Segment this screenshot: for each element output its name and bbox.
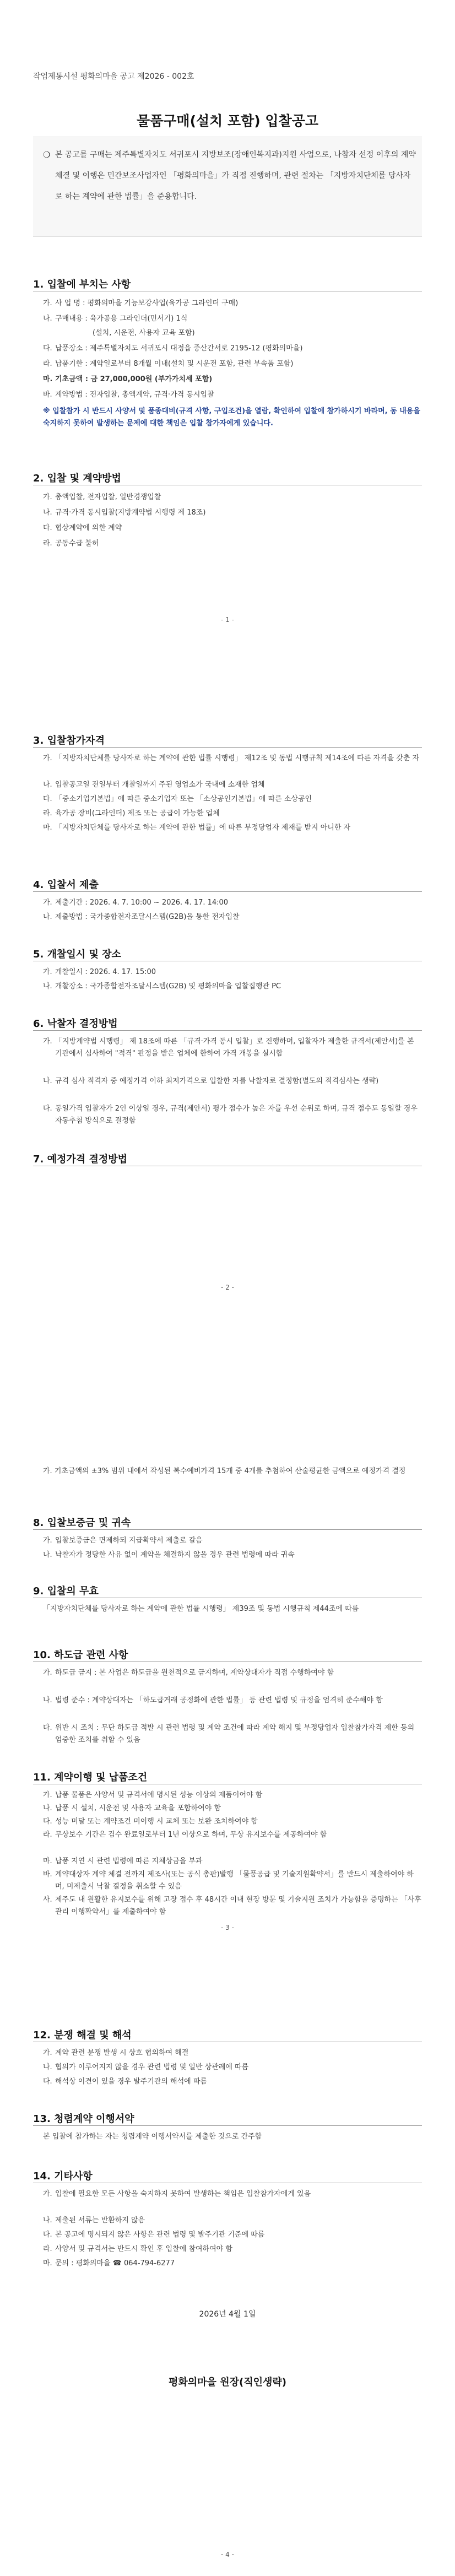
section-3-heading: 3. 입찰참가자격 <box>33 735 105 746</box>
list-item: 가. 제출기간 : 2026. 4. 7. 10:00 ~ 2026. 4. 17. 14:00 <box>43 899 229 907</box>
section-5-heading: 5. 개찰일시 및 장소 <box>33 949 121 960</box>
list-item: 마. 납품 지연 시 관련 법령에 따른 지체상금을 부과 <box>43 1857 203 1865</box>
notice-text: ※ 입찰참가 시 반드시 사양서 및 품종대비(규격 사항, 구입조건)을 열람, 확인하여 입찰에 참가하시기 바라며, 동 내용을 숙지하지 못하여 발생하는 문제에 대한 책임은 입찰 참가자에게 있습니다. <box>43 407 420 427</box>
issuer-signature: 평화의마을 원장(직인생략) <box>169 2377 286 2388</box>
list-item: 가. 하도급 금지 : 본 사업은 하도급을 원천적으로 금지하며, 계약상대자가 직접 수행하여야 함 <box>43 1669 334 1677</box>
circle-bullet-icon: ❍ <box>43 150 51 160</box>
list-item: 나. 제출방법 : 국가종합전자조달시스템(G2B)을 통한 전자입찰 <box>43 913 240 921</box>
list-item: 나. 입찰공고일 전일부터 개찰일까지 주된 영업소가 국내에 소재한 업체 <box>43 781 265 789</box>
list-item: 바. 계약방법 : 전자입찰, 총액계약, 규격·가격 동시입찰 <box>43 391 214 399</box>
divider <box>33 1030 422 1031</box>
list-item: 다. 납품장소 : 제주특별자치도 서귀포시 대정읍 중산간서로 2195-12 (평화의마을) <box>43 344 303 353</box>
section-7-heading: 7. 예정가격 결정방법 <box>33 1154 127 1165</box>
page-number: - 2 - <box>221 1284 234 1291</box>
list-item: 나. 낙찰자가 정당한 사유 없이 계약을 체결하지 않을 경우 관련 법령에 따라 귀속 <box>43 1551 295 1559</box>
list-item: 가. 「지방자치단체를 당사자로 하는 계약에 관한 법률 시행령」 제12조 및 동법 시행규칙 제14조에 따른 자격을 갖춘 자 <box>43 754 420 762</box>
page-number: - 3 - <box>221 1924 234 1931</box>
list-item: 가. 「지방계약법 시행령」 제 18조에 따른 「규격·가격 동시 입찰」로 진행하며, 입찰자가 제출한 규격서(제안서)를 본 기관에서 심사하여 "적격" 판정을 받은 업체에 한하여 가격 개봉을 실시함 <box>43 1037 414 1058</box>
list-item: 다. 「중소기업기본법」에 따른 중소기업자 또는 「소상공인기본법」에 따른 소상공인 <box>43 795 312 803</box>
page-number: - 1 - <box>221 616 234 624</box>
divider <box>33 891 422 892</box>
section-9-heading: 9. 입찰의 무효 <box>33 1585 99 1597</box>
section-10-heading: 10. 하도급 관련 사항 <box>33 1649 128 1661</box>
divider <box>33 2125 422 2126</box>
list-item: 가. 기초금액의 ±3% 범위 내에서 작성된 복수예비가격 15개 중 4개를 추첨하여 산술평균한 금액으로 예정가격 결정 <box>43 1467 406 1475</box>
list-item: 다. 동일가격 입찰자가 2인 이상일 경우, 규격(제안서) 평가 점수가 높은 자를 우선 순위로 하며, 규격 점수도 동일할 경우 자동추첨 방식으로 결정함 <box>43 1105 418 1125</box>
section-14-heading: 14. 기타사항 <box>33 2171 93 2182</box>
list-item: 나. 개찰장소 : 국가종합전자조달시스템(G2B) 및 평화의마을 입찰집행관 PC <box>43 982 281 991</box>
section-12-heading: 12. 분쟁 해결 및 해석 <box>33 2030 132 2041</box>
list-item: 가. 입찰에 필요한 모든 사항을 숙지하지 못하여 발생하는 책임은 입찰참가자에게 있음 <box>43 2190 311 2198</box>
list-item: 다. 본 공고에 명시되지 않은 사항은 관련 법령 및 발주기관 기준에 따름 <box>43 2231 265 2239</box>
list-item: 바. 계약대상자 계약 체결 전까지 제조사(또는 공식 총판)발행 「물품공급 및 기술지원확약서」를 반드시 제출하여야 하며, 미제출시 낙찰 결정을 취소할 수 있음 <box>43 1870 414 1891</box>
section-13-heading: 13. 청렴계약 이행서약 <box>33 2113 134 2125</box>
paragraph: 본 입찰에 참가하는 자는 청렴계약 이행서약서를 제출한 것으로 간주함 <box>43 2133 262 2141</box>
list-item: 나. 협의가 이루어지지 않을 경우 관련 법령 및 일반 상관례에 따름 <box>43 2063 249 2071</box>
intro-text-block <box>43 144 418 207</box>
list-item: 마. 「지방자치단체를 당사자로 하는 계약에 관한 법률」에 따른 부정당업자 제재를 받지 아니한 자 <box>43 824 351 832</box>
list-item: 다. 협상계약에 의한 계약 <box>43 524 122 532</box>
list-item: 가. 총액입찰, 전자입찰, 일반경쟁입찰 <box>43 493 161 501</box>
list-item: 사. 제주도 내 원활한 유지보수를 위해 고장 접수 후 48시간 이내 현장 방문 및 기술지원 조치가 가능함을 증명하는 「사후관리 이행확약서」를 제출하여야 함 <box>43 1896 421 1916</box>
divider <box>33 1529 422 1530</box>
list-item: 라. 사양서 및 규격서는 반드시 확인 후 입찰에 참여하여야 함 <box>43 2245 232 2253</box>
list-item: 가. 납품 물품은 사양서 및 규격서에 명시된 성능 이상의 제품이어야 함 <box>43 1791 263 1799</box>
list-item: 라. 무상보수 기간은 검수 완료일로부터 1년 이상으로 하며, 무상 유지보수를 제공하여야 함 <box>43 1831 327 1839</box>
intro-text: 본 공고를 구매는 제주특별자치도 서귀포시 지방보조(장애인복지과)지원 사업으로, 나참자 선정 이후의 계약 체결 및 이행은 민간보조사업자인 「평화의마을」가 직접 진행하며, 관련 절차는 「지방자치단체를 당사자로 하는 계약에 관한 법률」을 준용합니다. <box>55 150 416 201</box>
list-item: 라. 공동수급 불허 <box>43 539 99 548</box>
list-item: 라. 납품기한 : 계약일로부터 8개월 이내(설치 및 시운전 포함, 관련 부속품 포함) <box>43 360 294 368</box>
list-item: 나. 제출된 서류는 반환하지 않음 <box>43 2216 145 2225</box>
list-item: 마. 기초금액 : 금 27,000,000원 (부가가치세 포함) <box>43 375 213 383</box>
section-4-heading: 4. 입찰서 제출 <box>33 879 99 891</box>
list-item: 다. 성능 미달 또는 계약조건 미이행 시 교체 또는 보완 조치하여야 함 <box>43 1817 258 1826</box>
list-item: 나. 규격 심사 적격자 중 예정가격 이하 최저가격으로 입찰한 자를 낙찰자로 결정함(별도의 적격심사는 생략) <box>43 1077 379 1085</box>
list-item: 나. 구매내용 : 육가공용 그라인더(민서기) 1식 <box>43 315 188 323</box>
section-8-heading: 8. 입찰보증금 및 귀속 <box>33 1517 131 1529</box>
page-title: 물품구매(설치 포함) 입찰공고 <box>136 113 319 129</box>
section-11-heading: 11. 계약이행 및 납품조건 <box>33 1772 148 1783</box>
list-item: 마. 문의 : 평화의마을 ☎ 064-794-6277 <box>43 2259 175 2267</box>
list-item: 라. 육가공 장비(그라인더) 제조 또는 공급이 가능한 업체 <box>43 809 220 818</box>
issue-date: 2026년 4월 1일 <box>199 2310 256 2319</box>
document-number: 작업제통시설 평화의마을 공고 제2026 - 002호 <box>33 72 194 81</box>
list-item: 나. 법령 준수 : 계약상대자는 「하도급거래 공정화에 관한 법률」 등 관련 법령 및 규정을 엄격히 준수해야 함 <box>43 1696 383 1704</box>
section-1-heading: 1. 입찰에 부치는 사항 <box>33 279 131 290</box>
list-item: 가. 입찰보증금은 면제하되 지급확약서 제출로 갈음 <box>43 1536 203 1545</box>
list-item: 가. 사 업 명 : 평화의마을 기능보강사업(육가공 그라인더 구매) <box>43 299 239 307</box>
list-item: 가. 계약 관련 분쟁 발생 시 상호 협의하여 해결 <box>43 2049 189 2057</box>
section-2-heading: 2. 입찰 및 계약방법 <box>33 473 121 484</box>
list-item: 다. 위반 시 조치 : 무단 하도급 적발 시 관련 법령 및 계약 조건에 따라 계약 해지 및 부정당업자 입찰참가자격 제한 등의 엄중한 조치를 취할 수 있음 <box>43 1724 415 1744</box>
list-item: 가. 개찰일시 : 2026. 4. 17. 15:00 <box>43 968 156 976</box>
divider <box>33 747 422 748</box>
list-item: 나. 규격·가격 동시입찰(지방계약법 시행령 제 18조) <box>43 508 206 517</box>
list-item: 나. 납품 시 설치, 시운전 및 사용자 교육을 포함하여야 함 <box>43 1804 221 1812</box>
section-6-heading: 6. 낙찰자 결정방법 <box>33 1018 118 1030</box>
list-item: (설치, 시운전, 사용자 교육 포함) <box>93 329 195 337</box>
page-number: - 4 - <box>221 2551 234 2558</box>
list-item: 다. 해석상 이견이 있을 경우 발주기관의 해석에 따름 <box>43 2077 207 2086</box>
paragraph: 「지방자치단체를 당사자로 하는 계약에 관한 법률 시행령」 제39조 및 동법 시행규칙 제44조에 따름 <box>43 1605 359 1613</box>
